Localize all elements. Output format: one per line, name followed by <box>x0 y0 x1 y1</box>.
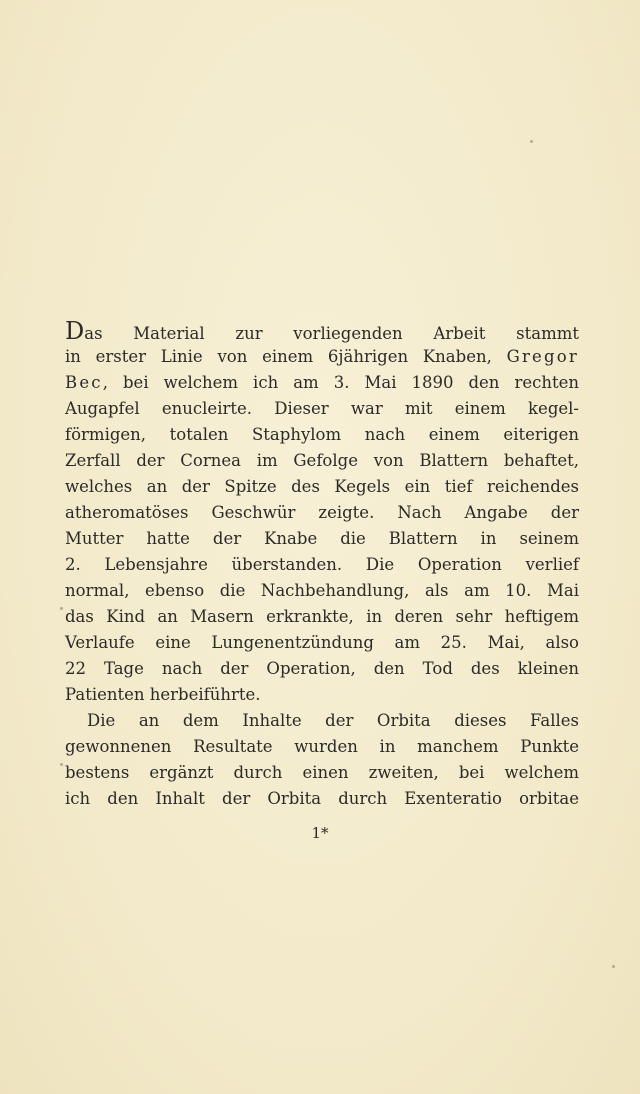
body-text <box>65 318 579 812</box>
text-line: Mutter hatte der Knabe die Blattern in seinem <box>65 529 579 548</box>
text-line: bestens ergänzt durch einen zweiten, bei welchem <box>65 763 579 782</box>
text-line: Augapfel enucleirte. Dieser war mit einem kegel- <box>65 399 579 418</box>
paper-speck <box>612 965 615 968</box>
text-line: Die an dem Inhalte der Orbita dieses Falles <box>87 711 579 730</box>
text-fragment: , bei welchem ich am 3. Mai 1890 den rechten <box>102 373 579 392</box>
text-line: das Kind an Masern erkrankte, in deren sehr heftigem <box>65 607 579 626</box>
text-line: gewonnenen Resultate wurden in manchem Punkte <box>65 737 579 756</box>
paper-speck <box>60 607 63 610</box>
text-line: 22 Tage nach der Operation, den Tod des kleinen <box>65 659 579 678</box>
emphasized-name: Bec <box>65 373 103 392</box>
drop-cap: D <box>65 317 85 345</box>
page-number: 1* <box>311 824 329 842</box>
text-fragment: in erster Linie von einem 6jährigen Knaben, <box>65 347 492 366</box>
text-line: 2. Lebensjahre überstanden. Die Operation verlief <box>65 555 579 574</box>
text-line: normal, ebenso die Nachbehandlung, als am 10. Mai <box>65 581 579 600</box>
text-line <box>65 318 579 344</box>
paper-speck <box>530 140 533 143</box>
text-line: ich den Inhalt der Orbita durch Exenteratio orbitae <box>65 789 579 808</box>
text-line: Zerfall der Cornea im Gefolge von Blattern behaftet, <box>65 451 579 470</box>
text-line: Verlaufe eine Lungenentzündung am 25. Mai, also <box>65 633 579 652</box>
text-line <box>65 344 579 370</box>
text-line: atheromatöses Geschwür zeigte. Nach Angabe der <box>65 503 579 522</box>
text-line: Patienten herbeiführte. <box>65 685 261 704</box>
text-line: welches an der Spitze des Kegels ein tief reichendes <box>65 477 579 496</box>
text-fragment: as Material zur vorliegenden Arbeit stammt <box>84 324 579 343</box>
text-line <box>65 370 579 396</box>
text-line: förmigen, totalen Staphylom nach einem eiterigen <box>65 425 579 444</box>
emphasized-name: Gregor <box>506 347 579 366</box>
paper-speck <box>60 763 63 766</box>
